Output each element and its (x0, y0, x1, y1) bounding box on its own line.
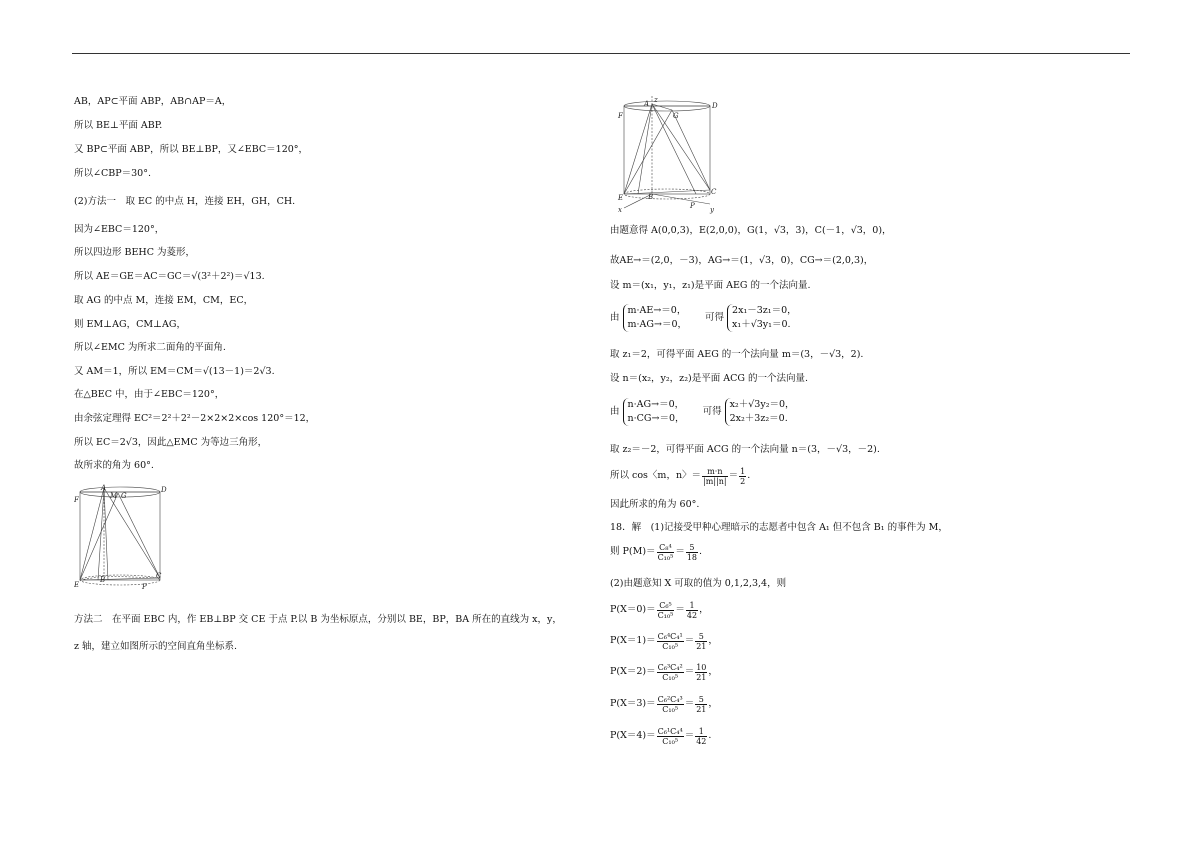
left-line: AB，AP⊂平面 ABP，AB∩AP＝A， (74, 96, 232, 107)
px-den: C₁₀⁵ (662, 672, 679, 682)
fig1-label-d: D (161, 486, 167, 494)
px-eq: ＝ (684, 698, 695, 709)
right-line: 设 n＝(x₂，y₂，z₂)是平面 ACG 的一个法向量. (610, 373, 808, 384)
px-formula (610, 631, 718, 652)
px-rnum: 5 (695, 695, 707, 705)
px-den: C₁₀⁵ (657, 610, 674, 620)
left-line: 所以 BE⊥平面 ABP. (74, 120, 163, 131)
px-prefix: P(X＝4)＝ (610, 730, 656, 741)
fig2-label-d: D (712, 102, 718, 110)
left-line: 所以 EC＝2√3，因此△EMC 为等边三角形， (74, 437, 268, 448)
sys2-right-brace (725, 398, 795, 426)
pm-formula (610, 542, 702, 563)
cos-eq: ＝ (728, 470, 739, 481)
left-line: 由余弦定理得 EC²＝2²＋2²－2×2×2×cos 120°＝12， (74, 413, 316, 424)
sys1-prefix: 由 (610, 312, 620, 323)
left-line: 取 AG 的中点 M，连接 EM，CM，EC， (74, 295, 254, 306)
sys1-eq: m·AG→＝0， (627, 319, 687, 330)
px-formula (610, 694, 718, 715)
cos-fraction (702, 467, 728, 486)
px-fraction (657, 695, 684, 714)
px-den: C₁₀⁵ (662, 641, 679, 651)
left-line: 在△BEC 中，由于∠EBC＝120°， (74, 389, 225, 400)
fig1-label-b: B (100, 576, 106, 584)
left-line: (2)方法一 取 EC 的中点 H，连接 EH，GH，CH. (74, 196, 296, 207)
sys1-eq: m·AE→＝0， (627, 305, 687, 316)
header-rule (72, 53, 1130, 54)
px-eq: ＝ (675, 604, 685, 615)
sys2-prefix: 由 (610, 406, 620, 417)
sys2-left-brace (623, 398, 685, 426)
right-line: 故AE→＝(2,0，－3)，AG→＝(1，√3，0)，CG→＝(2,0,3)， (610, 255, 874, 266)
fig1-label-a: A (101, 484, 107, 492)
cos-rden: 2 (740, 476, 746, 486)
px-den: C₁₀⁵ (662, 704, 679, 714)
sys2-eq: n·CG→＝0， (627, 413, 685, 424)
pm-rnum: 5 (686, 543, 698, 553)
sys2-res: x₂＋√3y₂＝0， (729, 399, 795, 410)
px-den: C₁₀⁵ (662, 736, 679, 746)
fig2-label-z: z (654, 96, 658, 104)
fig2-label-a: A (644, 100, 650, 108)
px-suffix: . (708, 730, 712, 741)
right-line: 设 m＝(x₁，y₁，z₁)是平面 AEG 的一个法向量. (610, 280, 811, 291)
px-fraction (657, 601, 675, 620)
equation-system-2 (610, 398, 798, 426)
px-rden: 42 (696, 736, 707, 746)
left-line: 又 BP⊂平面 ABP，所以 BE⊥BP，又∠EBC＝120°， (74, 144, 309, 155)
px-result (686, 601, 698, 620)
px-fraction (657, 663, 684, 682)
left-method2-line: 方法二 在平面 EBC 内，作 EB⊥BP 交 CE 于点 P.以 B 为坐标原点，分别以 BE，BP，BA 所在的直线为 x，y， (74, 614, 562, 625)
right-line: 18．解 (1)记接受甲种心理暗示的志愿者中包含 A₁ 但不包含 B₁ 的事件为 M， (610, 522, 948, 533)
left-line: 又 AM＝1，所以 EM＝CM＝√(13－1)＝2√3. (74, 366, 275, 377)
left-line: 所以∠EMC 为所求二面角的平面角. (74, 342, 226, 353)
px-rnum: 1 (695, 727, 707, 737)
sys1-res: 2x₁－3z₁＝0， (732, 305, 797, 316)
sys1-left-brace (623, 304, 687, 332)
sys1-res: x₁＋√3y₁＝0. (732, 319, 791, 330)
sys2-mid: 可得 (702, 406, 722, 417)
fig1-label-e: E (74, 581, 80, 589)
right-line: (2)由题意知 X 可取的值为 0,1,2,3,4，则 (610, 578, 787, 589)
fig1-label-c: C (156, 572, 162, 580)
cos-result (739, 467, 746, 486)
px-rden: 21 (696, 641, 707, 651)
cylinder-figure-1 (74, 484, 174, 594)
px-suffix: ， (708, 635, 718, 646)
right-line: 取 z₁＝2，可得平面 AEG 的一个法向量 m＝(3，－√3，2). (610, 349, 864, 360)
cos-den: |m||n| (703, 476, 727, 486)
equation-system-1 (610, 304, 800, 332)
cos-prefix: 所以 cos〈m，n〉＝ (610, 470, 702, 481)
left-line: 所以 AE＝GE＝AC＝GC＝√(3²＋2²)＝√13. (74, 271, 265, 282)
left-line: 所以四边形 BEHC 为菱形， (74, 247, 196, 258)
fig2-label-x: x (618, 206, 622, 214)
pm-fraction (657, 543, 675, 562)
sys2-eq: n·AG→＝0， (627, 399, 685, 410)
left-method2-line: z 轴，建立如图所示的空间直角坐标系. (74, 641, 238, 652)
px-rden: 42 (686, 610, 698, 620)
sys1-right-brace (727, 304, 797, 332)
px-eq: ＝ (684, 666, 695, 677)
px-suffix: ， (699, 604, 709, 615)
px-result (695, 632, 707, 651)
px-prefix: P(X＝2)＝ (610, 666, 656, 677)
px-prefix: P(X＝0)＝ (610, 604, 656, 615)
pm-eq: ＝ (675, 546, 685, 557)
fig2-label-g: G (673, 112, 679, 120)
px-num: C₆³C₄² (657, 662, 683, 672)
px-rnum: 1 (686, 601, 698, 611)
pm-den: C₁₀⁵ (657, 552, 674, 562)
px-num: C₆²C₄³ (657, 694, 683, 704)
cos-rnum: 1 (740, 466, 746, 476)
sys2-res: 2x₂＋3z₂＝0. (729, 413, 788, 424)
px-suffix: ， (708, 666, 718, 677)
left-line: 所以∠CBP＝30°. (74, 168, 151, 179)
fig2-label-f: F (618, 112, 623, 120)
right-line: 因此所求的角为 60°. (610, 499, 700, 510)
px-fraction (657, 632, 684, 651)
px-formula (610, 600, 709, 621)
left-line: 故所求的角为 60°. (74, 460, 154, 471)
px-eq: ＝ (684, 635, 695, 646)
px-suffix: ， (708, 698, 718, 709)
pm-rden: 18 (686, 552, 698, 562)
px-num: C₆⁵ (657, 601, 675, 611)
px-result (695, 727, 707, 746)
pm-result (686, 543, 698, 562)
cylinder-figure-2 (616, 96, 726, 214)
px-prefix: P(X＝1)＝ (610, 635, 656, 646)
px-result (695, 695, 707, 714)
px-formula (610, 662, 718, 683)
right-line: 由题意得 A(0,0,3)，E(2,0,0)，G(1，√3，3)，C(－1，√3，0)， (610, 225, 892, 236)
fig2-label-c: C (711, 188, 717, 196)
px-num: C₆¹C₄⁴ (657, 726, 683, 736)
left-line: 因为∠EBC＝120°， (74, 224, 165, 235)
cos-formula (610, 466, 750, 487)
sys1-mid: 可得 (705, 312, 725, 323)
pm-suffix: . (699, 546, 703, 557)
pm-prefix: 则 P(M)＝ (610, 546, 656, 557)
fig2-label-b: B (648, 193, 654, 201)
right-line: 取 z₂＝－2，可得平面 ACG 的一个法向量 n＝(3，－√3，－2). (610, 444, 880, 455)
fig2-label-p: P (690, 202, 695, 210)
px-rden: 21 (696, 672, 707, 682)
fig2-label-y: y (710, 206, 714, 214)
fig1-label-p: P (142, 583, 147, 591)
px-fraction (657, 727, 684, 746)
cos-num: m·n (702, 467, 728, 477)
px-rnum: 5 (695, 632, 707, 642)
px-result (695, 663, 707, 682)
px-rden: 21 (696, 704, 707, 714)
fig1-label-f: F (74, 496, 79, 504)
fig1-label-m: M (110, 492, 118, 500)
fig2-label-e: E (618, 194, 624, 202)
cos-suffix: . (747, 470, 751, 481)
px-eq: ＝ (684, 730, 695, 741)
px-prefix: P(X＝3)＝ (610, 698, 656, 709)
fig1-label-g: G (121, 492, 127, 500)
pm-num: C₈⁴ (657, 543, 675, 553)
left-line: 则 EM⊥AG，CM⊥AG， (74, 319, 186, 330)
px-num: C₆⁴C₄¹ (657, 631, 683, 641)
px-formula (610, 726, 711, 747)
px-rnum: 10 (696, 662, 707, 672)
